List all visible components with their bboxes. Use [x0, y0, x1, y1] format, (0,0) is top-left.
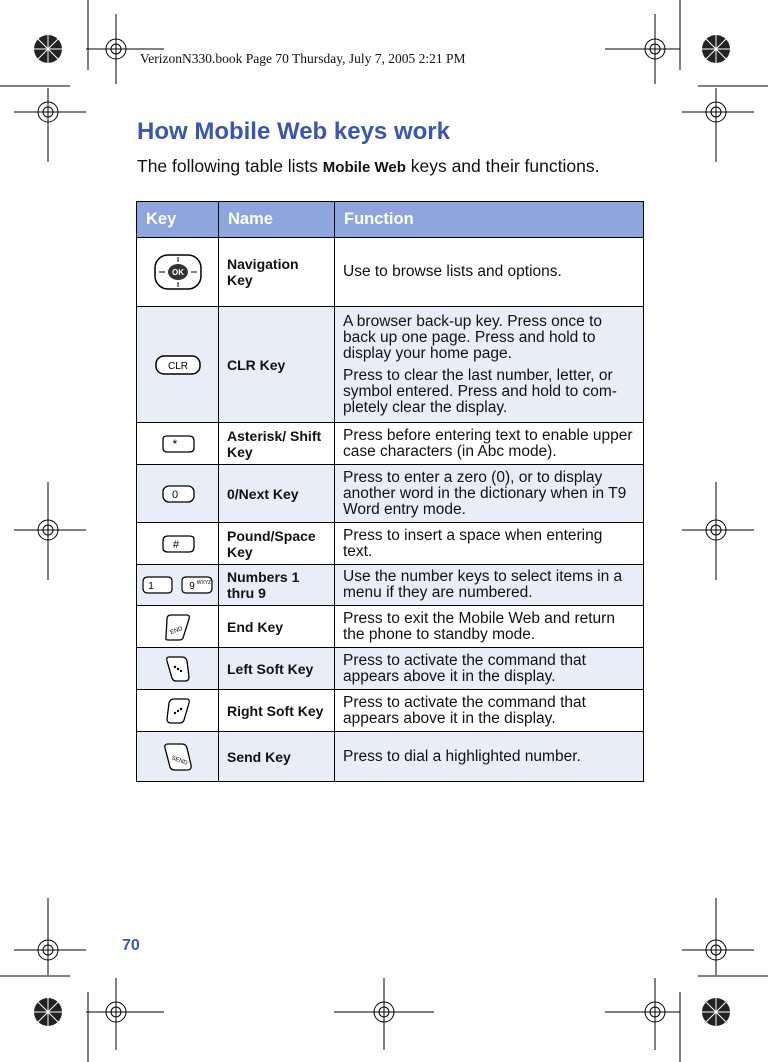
keys-table — [136, 201, 644, 782]
table-row — [137, 465, 644, 523]
key-name: 0/Next Key — [219, 465, 335, 523]
table-row — [137, 690, 644, 732]
key-name: Right Soft Key — [219, 690, 335, 732]
zero-next-key-icon — [159, 483, 197, 505]
svg-text:OK: OK — [171, 268, 184, 277]
svg-text:9: 9 — [188, 581, 195, 592]
svg-text:END: END — [169, 625, 184, 636]
svg-text:WXYZ: WXYZ — [196, 580, 211, 586]
header-name: Name — [219, 202, 335, 238]
right-soft-key-icon — [164, 695, 192, 727]
svg-text:*: * — [172, 436, 177, 451]
key-name: Numbers 1 thru 9 — [219, 565, 335, 606]
key-function: Press to activate the command that appears above it in the display. — [335, 690, 644, 732]
key-function: A browser back-up key. Press once to back up one page. Press and hold to display your home page. Press to clear the last number, letter, or symbol entered. Press and hold to com-pletely clear the display. — [335, 307, 644, 423]
key-name: Pound/Space Key — [219, 523, 335, 565]
key-function: Press to enter a zero (0), or to display another word in the dictionary when in T9 Word entry mode. — [335, 465, 644, 523]
pound-space-key-icon — [159, 533, 197, 555]
key-function: Press before entering text to enable upper case characters (in Abc mode). — [335, 423, 644, 465]
key-function: Press to dial a highlighted number. — [335, 732, 644, 782]
clr-key-icon — [153, 353, 203, 377]
key-name: Navigation Key — [219, 238, 335, 307]
table-row — [137, 423, 644, 465]
key-function: Press to insert a space when entering text. — [335, 523, 644, 565]
table-row — [137, 307, 644, 423]
table-row — [137, 523, 644, 565]
svg-text:SEND: SEND — [169, 754, 188, 767]
table-row — [137, 648, 644, 690]
key-function: Press to exit the Mobile Web and return the phone to standby mode. — [335, 606, 644, 648]
print-slug: VerizonN330.book Page 70 Thursday, July 7, 2005 2:21 PM — [140, 51, 466, 66]
table-header-row — [137, 202, 644, 238]
key-name: End Key — [219, 606, 335, 648]
send-key-icon — [162, 740, 194, 774]
navigation-key-icon — [152, 252, 204, 292]
svg-text:CLR: CLR — [167, 360, 188, 372]
key-function: Press to activate the command that appears above it in the display. — [335, 648, 644, 690]
key-function: Use the number keys to select items in a menu if they are numbered. — [335, 565, 644, 606]
page-title: How Mobile Web keys work — [137, 118, 450, 145]
asterisk-shift-key-icon — [159, 433, 197, 455]
page-number: 70 — [122, 937, 140, 954]
key-function: Use to browse lists and options. — [335, 238, 644, 307]
table-row — [137, 238, 644, 307]
svg-text:#: # — [172, 538, 179, 551]
header-function: Function — [335, 202, 644, 238]
key-name: Asterisk/ Shift Key — [219, 423, 335, 465]
table-row — [137, 606, 644, 648]
key-name: Left Soft Key — [219, 648, 335, 690]
svg-text:0: 0 — [171, 488, 178, 501]
header-key: Key — [137, 202, 219, 238]
svg-text:1: 1 — [147, 581, 154, 592]
key-name: CLR Key — [219, 307, 335, 423]
end-key-icon — [163, 611, 193, 643]
intro-text: The following table lists Mobile Web keys and their functions. — [137, 156, 600, 176]
left-soft-key-icon — [164, 653, 192, 685]
mobile-web-keyword: Mobile Web — [322, 159, 406, 176]
number-keys-icon — [140, 574, 216, 596]
table-row — [137, 732, 644, 782]
key-name: Send Key — [219, 732, 335, 782]
table-row — [137, 565, 644, 606]
